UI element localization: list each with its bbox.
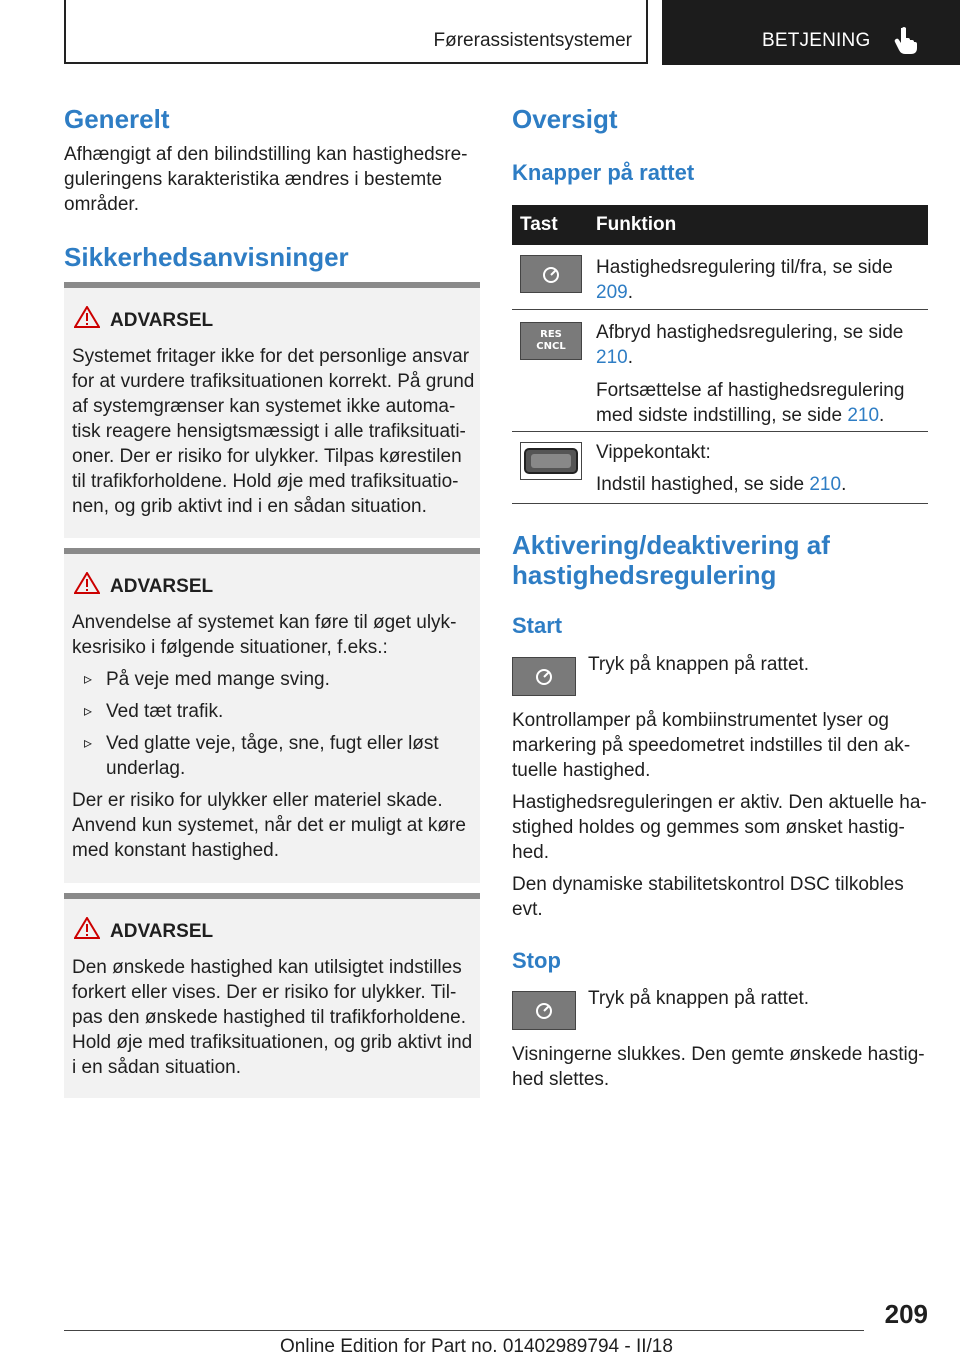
rocker-switch-icon bbox=[520, 442, 582, 480]
table-cell-function: Hastighedsregulering til/fra, se side 209. bbox=[596, 257, 893, 303]
chapter-title: Førerassistentsystemer bbox=[433, 30, 632, 51]
page-link[interactable]: 210 bbox=[847, 405, 880, 426]
table-cell-function: Afbryd hastighedsregulering, se side 210. Fortsættelse af hastighedsregulering med sidste indstilling, se side 210. bbox=[596, 322, 905, 426]
warning-box-1 bbox=[64, 282, 480, 538]
heading-sikkerhedsanvisninger: Sikkerhedsanvisninger bbox=[64, 242, 349, 272]
warning-outro: Der er risiko for ulykker eller materiel skade. Anvend kun systemet, når det er muligt at køre med konstant hastighed. bbox=[72, 790, 466, 861]
heading-generelt: Generelt bbox=[64, 104, 170, 134]
warning-text: Systemet fritager ikke for det personlige ansvar for at vurdere trafiksituationen korrekt. På grund af systemgrænser kan systemet ikke automatisk reagere hensigtsmæssigt i alle trafiksituationer. Der er risiko for ulykker. Tilpas kørestilen til trafikforholdene. Hold øje med trafiksituationen, og grib aktivt ind i en sådan situation. bbox=[72, 346, 475, 517]
heading-oversigt: Oversigt bbox=[512, 104, 618, 134]
column-header-function: Funktion bbox=[596, 214, 677, 235]
page-number: 209 bbox=[884, 1299, 928, 1329]
heading-start: Start bbox=[512, 613, 563, 638]
list-item: ▹ Ved glatte veje, tåge, sne, fugt eller løst underlag. bbox=[72, 731, 476, 781]
cruise-control-icon bbox=[512, 657, 576, 696]
table-header bbox=[512, 205, 928, 245]
cruise-control-icon bbox=[520, 255, 582, 293]
warning-box-2 bbox=[64, 548, 480, 883]
res-cncl-icon: RES CNCL bbox=[520, 322, 582, 360]
warning-text: Den ønskede hastighed kan utilsigtet indstilles forkert eller vises. Der er risiko for ulykker. Tilpas den ønskede hastighed til trafikforholdene. Hold øje med trafiksituationen, og grib aktivt ind i en sådan situation. bbox=[72, 957, 473, 1078]
button-table bbox=[512, 205, 928, 504]
table-cell-function: Vippekontakt: Indstil hastighed, se side 210. bbox=[596, 442, 847, 495]
start-paragraph-3: Den dynamiske stabilitetskontrol DSC tilkobles evt. bbox=[512, 874, 904, 920]
header-chapter-box bbox=[64, 0, 648, 64]
list-item: ▹ På veje med mange sving. bbox=[72, 667, 476, 692]
heading-stop: Stop bbox=[512, 948, 561, 973]
pointing-hand-icon bbox=[894, 26, 920, 54]
warning-bullet-list bbox=[72, 667, 476, 781]
page-link[interactable]: 210 bbox=[596, 347, 628, 368]
footer-edition: Online Edition for Part no. 01402989794 - II/18 bbox=[280, 1336, 673, 1357]
start-paragraph-1: Kontrollamper på kombiinstrumentet lyser og markering på speedometret indstilles til den aktuelle hastighed. bbox=[512, 710, 911, 781]
warning-triangle-icon bbox=[74, 306, 100, 328]
start-action: Tryk på knappen på rattet. bbox=[588, 654, 810, 675]
stop-action: Tryk på knappen på rattet. bbox=[588, 988, 810, 1009]
list-item: ▹ Ved tæt trafik. bbox=[72, 699, 476, 724]
heading-aktivering: Aktivering/deaktivering af hastighedsregulering bbox=[512, 530, 830, 590]
warning-triangle-icon bbox=[74, 917, 100, 939]
section-title: BETJENING bbox=[762, 30, 871, 51]
heading-knapper: Knapper på rattet bbox=[512, 160, 695, 185]
cruise-control-icon bbox=[512, 991, 576, 1030]
start-paragraph-2: Hastighedsreguleringen er aktiv. Den aktuelle hastighed holdes og gemmes som ønsket hastighed. bbox=[512, 792, 927, 863]
warning-triangle-icon bbox=[74, 572, 100, 594]
warning-intro: Anvendelse af systemet kan føre til øget ulykkesrisiko i følgende situationer, f.eks.: bbox=[72, 612, 457, 658]
table-row bbox=[512, 245, 928, 310]
footer-divider bbox=[64, 1330, 864, 1331]
column-header-key: Tast bbox=[520, 214, 558, 235]
table-row bbox=[512, 432, 928, 504]
stop-paragraph-1: Visningerne slukkes. Den gemte ønskede hastighed slettes. bbox=[512, 1044, 925, 1090]
warning-title: ADVARSEL bbox=[110, 310, 214, 331]
warning-box-3 bbox=[64, 893, 480, 1098]
warning-title: ADVARSEL bbox=[110, 921, 214, 942]
page-link[interactable]: 209 bbox=[596, 282, 628, 303]
warning-title: ADVARSEL bbox=[110, 576, 214, 597]
generelt-text: Afhængigt af den bilindstilling kan hastighedsreguleringens karakteristika ændres i bestemte områder. bbox=[64, 144, 468, 215]
page-link[interactable]: 210 bbox=[809, 474, 842, 495]
table-row bbox=[512, 310, 928, 432]
